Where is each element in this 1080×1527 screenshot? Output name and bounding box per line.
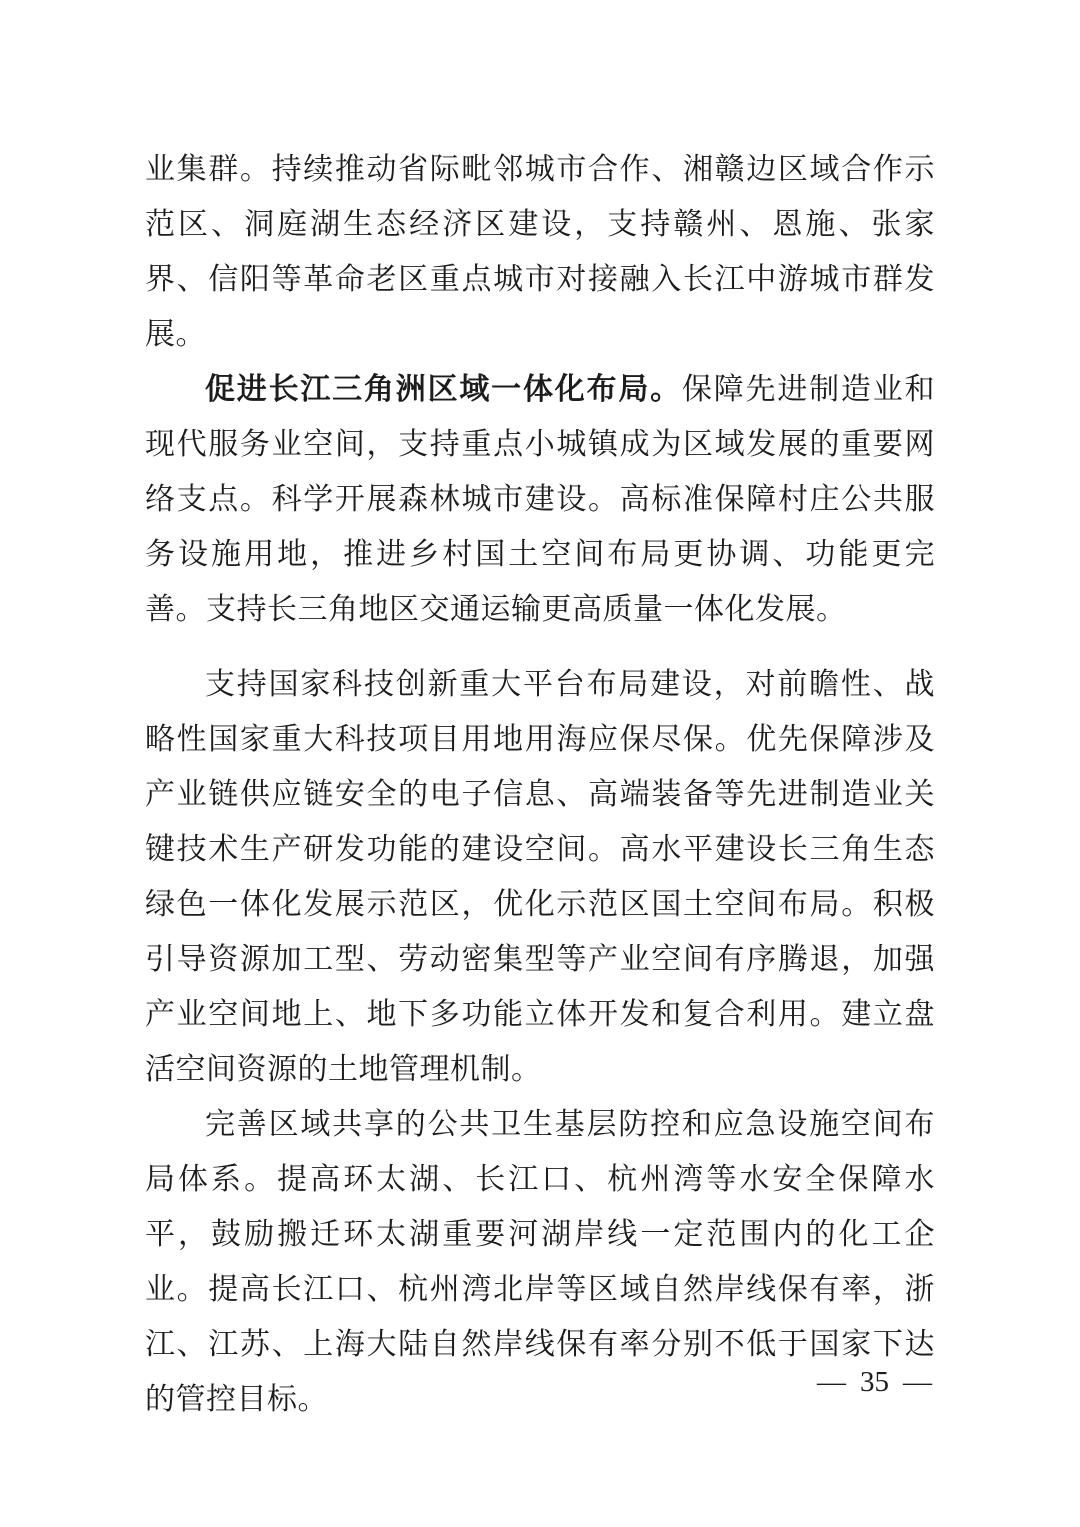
paragraph (145, 657, 935, 1097)
paragraph-text: 支持国家科技创新重大平台布局建设，对前瞻性、战略性国家重大科技项目用地用海应保尽保。优先保障涉及产业链供应链安全的电子信息、高端装备等先进制造业关键技术生产研发功能的建设空间。高水平建设长三角生态绿色一体化发展示范区，优化示范区国土空间布局。积极引导资源加工型、劳动密集型等产业空间有序腾退，加强产业空间地上、地下多功能立体开发和复合利用。建立盘活空间资源的土地管理机制。 (145, 668, 935, 1086)
paragraph-bold-lead: 促进长江三角洲区域一体化布局。 (205, 373, 682, 406)
footer-right-dash: — (903, 1366, 932, 1398)
paragraph (145, 142, 935, 362)
document-body (145, 142, 935, 1427)
footer-left-dash: — (817, 1366, 846, 1398)
paragraph-text: 完善区域共享的公共卫生基层防控和应急设施空间布局体系。提高环太湖、长江口、杭州湾等水安全保障水平，鼓励搬迁环太湖重要河湖岸线一定范围内的化工企业。提高长江口、杭州湾北岸等区域自然岸线保有率，浙江、江苏、上海大陆自然岸线保有率分别不低于国家下达的管控目标。 (145, 1108, 935, 1416)
page-footer (817, 1362, 932, 1402)
paragraph-text: 保障先进制造业和现代服务业空间，支持重点小城镇成为区域发展的重要网络支点。科学开展森林城市建设。高标准保障村庄公共服务设施用地，推进乡村国土空间布局更协调、功能更完善。支持长三角地区交通运输更高质量一体化发展。 (145, 373, 936, 626)
paragraph (145, 362, 935, 637)
paragraph-text: 业集群。持续推动省际毗邻城市合作、湘赣边区域合作示范区、洞庭湖生态经济区建设，支持赣州、恩施、张家界、信阳等革命老区重点城市对接融入长江中游城市群发展。 (145, 153, 935, 351)
page-number: 35 (860, 1366, 889, 1398)
